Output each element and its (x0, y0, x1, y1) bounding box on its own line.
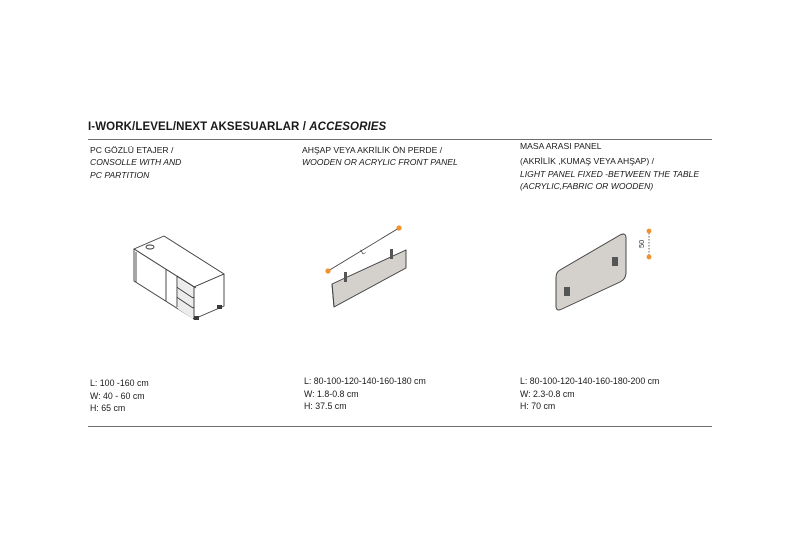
dimension-label-l: L (358, 246, 367, 257)
bracket-icon (390, 249, 393, 259)
product-specs-3 (520, 375, 659, 413)
spec-width: W: 2.3-0.8 cm (520, 388, 575, 399)
dimension-label-50: 50 (637, 239, 646, 248)
spec-height: H: 65 cm (90, 403, 126, 414)
dimension-endpoint-icon (647, 229, 652, 234)
page-title (88, 121, 386, 133)
spec-length: L: 80-100-120-140-160-180-200 cm (520, 376, 660, 386)
clamp-icon (612, 257, 618, 266)
clamp-icon (564, 287, 570, 296)
spec-height: H: 70 cm (520, 401, 556, 412)
product-name-tr: PC GÖZLÜ ETAJER / (90, 145, 174, 155)
product-description-1 (90, 144, 181, 181)
bracket-icon (344, 272, 347, 282)
product-description-2 (302, 144, 458, 169)
product-name-en: (ACRYLIC,FABRIC OR WOODEN) (520, 181, 654, 192)
spec-width: W: 1.8-0.8 cm (304, 388, 359, 399)
dimension-endpoint-icon (396, 225, 401, 230)
product-description-3 (520, 140, 699, 193)
title-italic: ACCESORIES (309, 121, 387, 133)
title-main: I-WORK/LEVEL/NEXT AKSESUARLAR / (88, 121, 310, 133)
spec-height: H: 37.5 cm (304, 401, 347, 412)
product-specs-2 (304, 375, 426, 413)
front-panel-illustration (320, 218, 416, 318)
dimension-endpoint-icon (647, 255, 652, 260)
product-name-en: CONSOLLE WITH AND (90, 157, 182, 168)
spec-width: W: 40 - 60 cm (90, 390, 145, 401)
product-name-en: LIGHT PANEL FIXED -BETWEEN THE TABLE (520, 168, 700, 179)
product-name-tr: MASA ARASI PANEL (520, 141, 602, 151)
product-specs-1 (90, 377, 149, 415)
product-name-en: WOODEN OR ACRYLIC FRONT PANEL (302, 157, 458, 168)
dimension-endpoint-icon (325, 268, 330, 273)
light-panel-illustration (548, 226, 664, 314)
product-name-tr: (AKRİLİK ,KUMAŞ VEYA AHŞAP) / (520, 156, 655, 167)
product-name-tr: AHŞAP VEYA AKRİLİK ÖN PERDE / (302, 145, 443, 155)
spec-length: L: 80-100-120-140-160-180 cm (304, 376, 426, 386)
console-illustration (128, 228, 228, 324)
product-name-en: PC PARTITION (90, 169, 150, 180)
bottom-divider (88, 426, 712, 427)
spec-length: L: 100 -160 cm (90, 378, 149, 388)
